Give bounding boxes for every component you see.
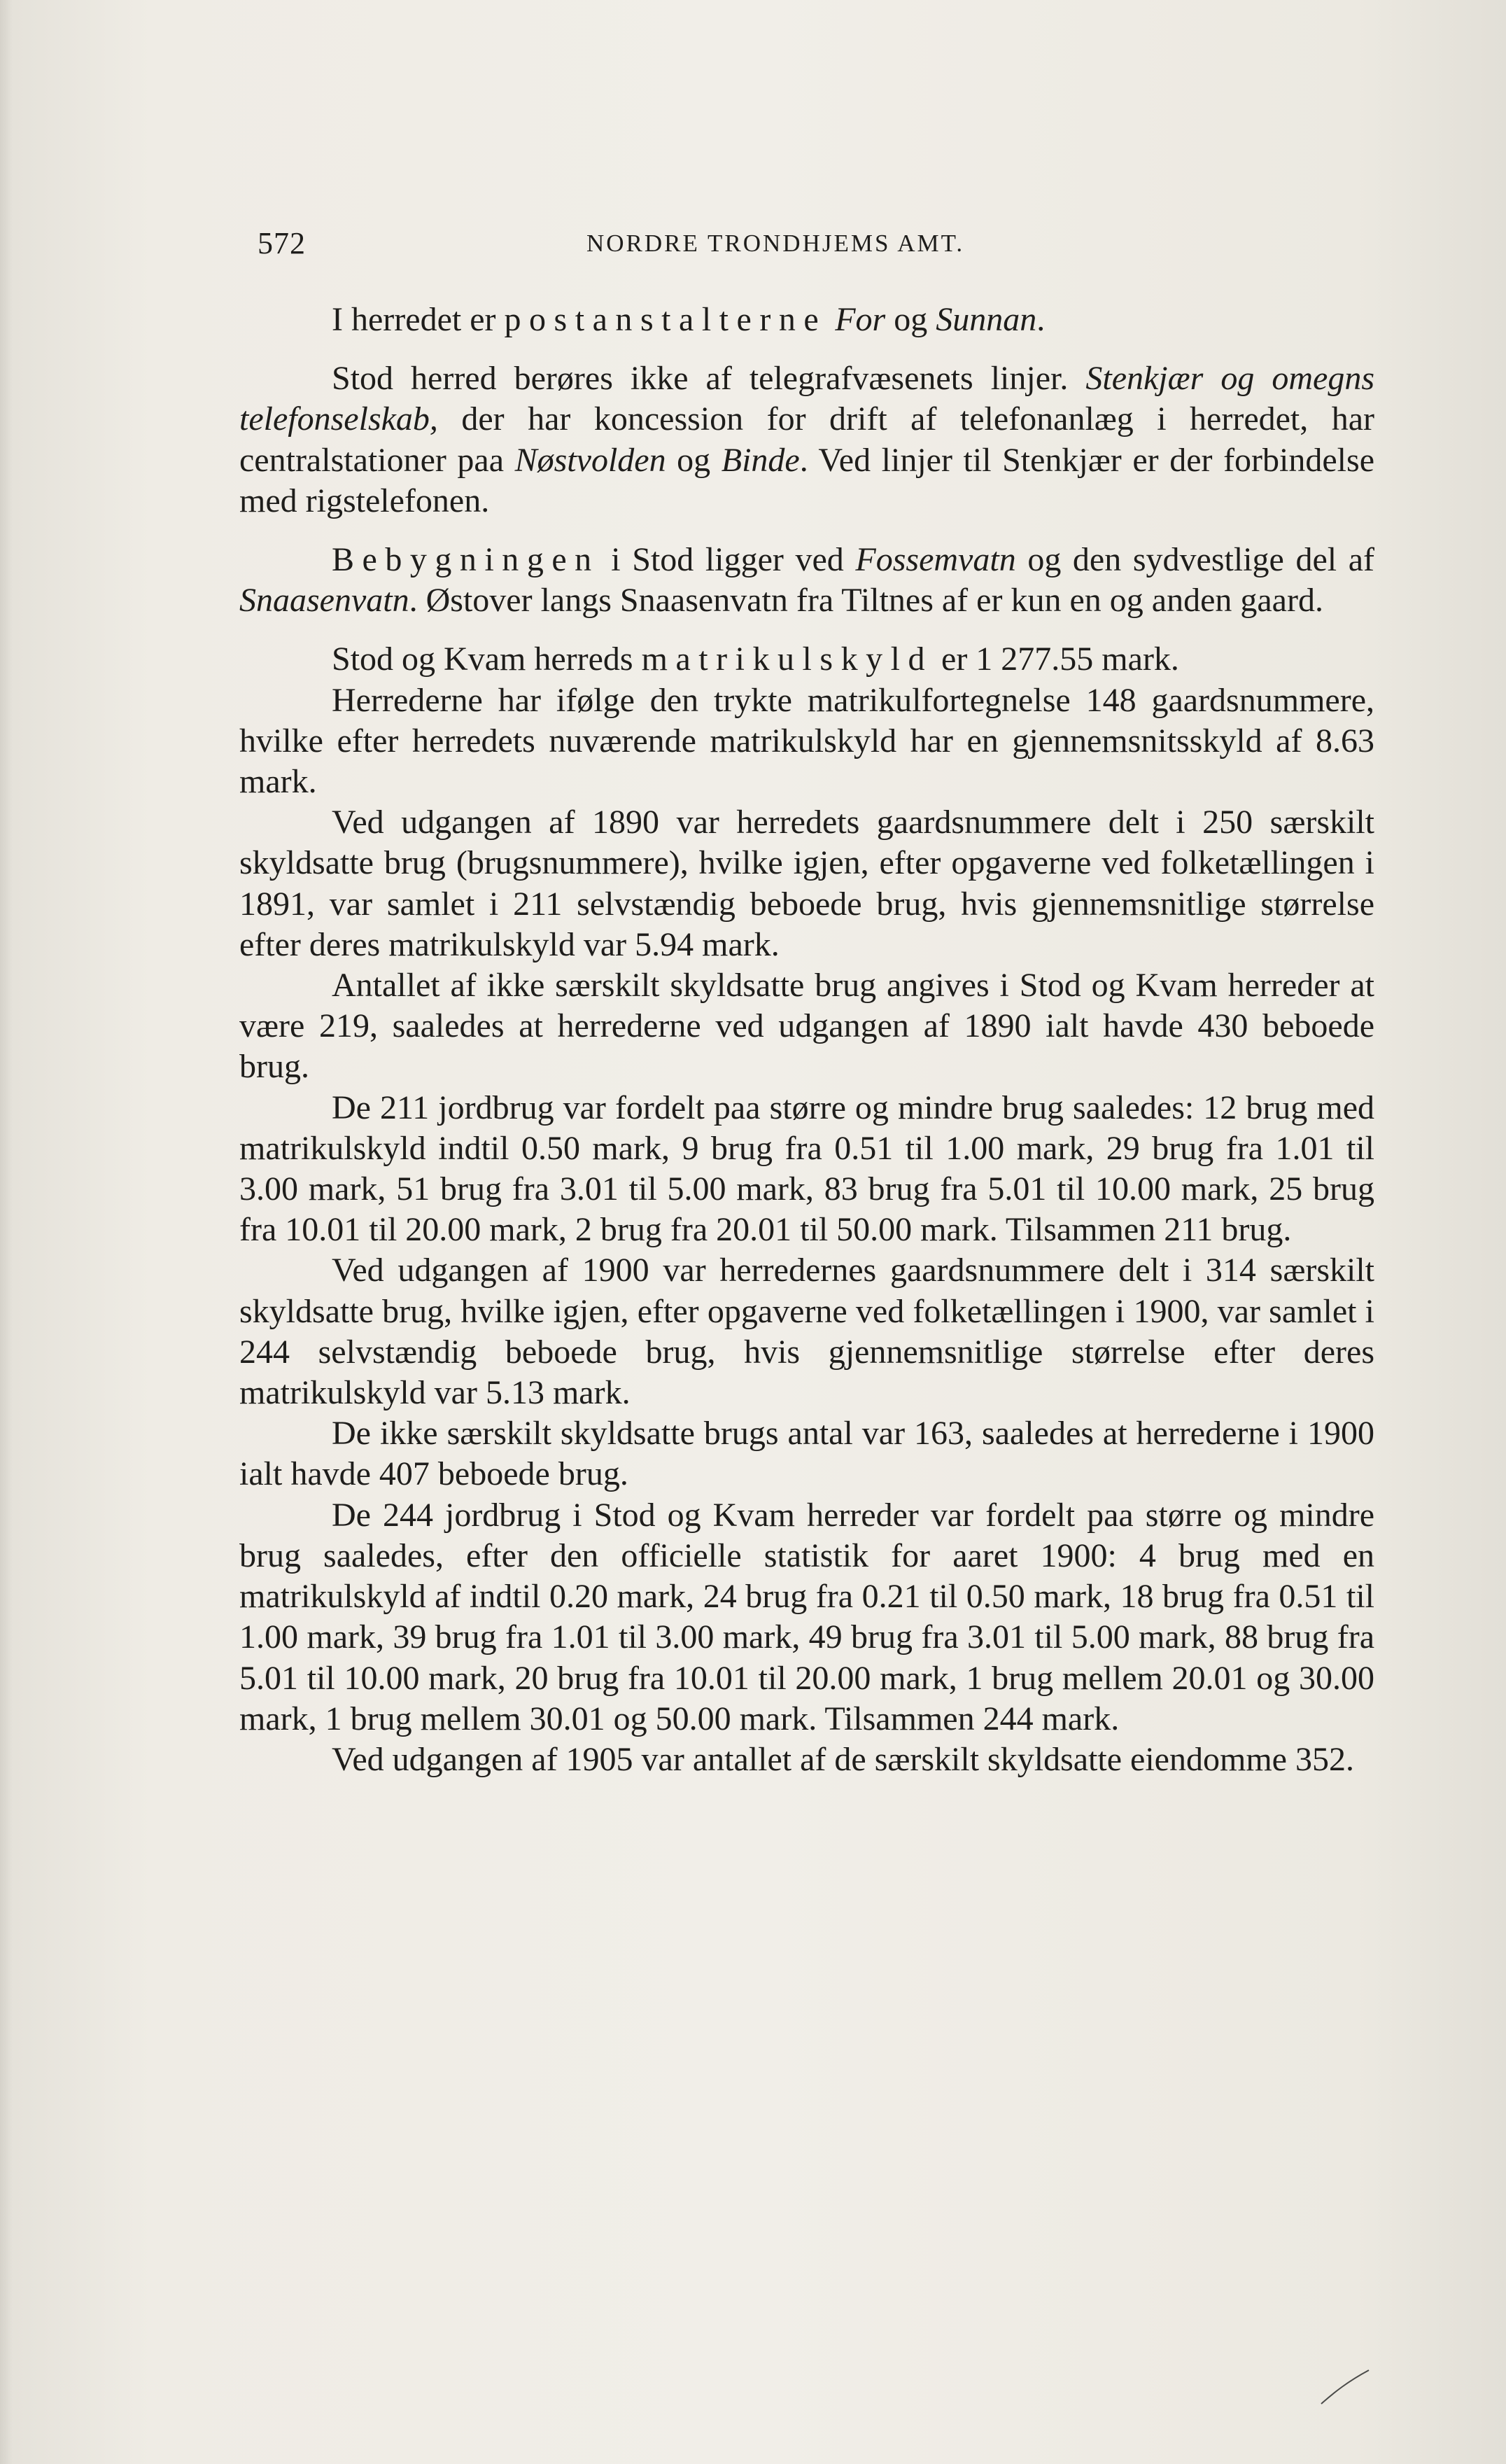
- body-text: [239, 300, 1374, 1780]
- company-name: Stenkjær og omegns telefonselskab,: [239, 360, 1374, 438]
- place-name: Nøstvolden: [514, 441, 666, 479]
- place-name: Binde: [721, 441, 800, 479]
- page-edge-shadow: [0, 0, 13, 2464]
- spaced-term: postanstalterne: [504, 301, 827, 338]
- paragraph-settlement: Bebygningen i Stod ligger ved Fossemvatn og den sydvestlige del af Snaasenvatn. Østover langs Snaasenvatn fra Tiltnes af er kun en og anden gaard.: [239, 541, 1374, 620]
- paragraph-1890-division: Ved udgangen af 1890 var herredets gaardsnummere delt i 250 særskilt skyldsatte brug (brugsnummere), hvilke igjen, efter opgaverne ved folketællingen i 1891, var samlet i 211 selvstændig beboede brug, hvis gjennemsnitlige størrelse efter deres matrikulskyld var 5.94 mark.: [239, 804, 1374, 963]
- paragraph-1890-distribution: De 211 jordbrug var fordelt paa større og mindre brug saaledes: 12 brug med matrikulskyld indtil 0.50 mark, 9 brug fra 0.51 til 1.00 mark, 29 brug fra 1.01 til 3.00 mark, 51 brug fra 3.01 til 5.00 mark, 83 brug fra 5.01 til 10.00 mark, 25 brug fra 10.01 til 20.00 mark, 2 brug fra 20.01 til 50.00 mark. Tilsammen 211 brug.: [239, 1088, 1374, 1249]
- paragraph-1890-unassessed: Antallet af ikke særskilt skyldsatte brug angives i Stod og Kvam herreder at være 219, saaledes at herrederne ved udgangen af 1890 ialt havde 430 beboede brug.: [239, 967, 1374, 1086]
- paragraph-land-tax: Stod og Kvam herreds matrikulskyld er 1 277.55 mark.: [332, 640, 1179, 678]
- page-number: 572: [258, 226, 306, 260]
- running-title: NORDRE TRONDHJEMS AMT.: [586, 230, 965, 257]
- paragraph-1905-properties: Ved udgangen af 1905 var antallet af de særskilt skyldsatte eiendomme 352.: [332, 1740, 1354, 1778]
- place-name: For: [835, 301, 886, 338]
- place-name: Sunnan: [936, 301, 1037, 338]
- paragraph-1900-division: Ved udgangen af 1900 var herredernes gaardsnummere delt i 314 særskilt skyldsatte brug, hvilke igjen, efter opgaverne ved folketællingen i 1900, var samlet i 244 selvstændig beboede brug, hvis gjennemsnitlige størrelse efter deres matrikulskyld var 5.13 mark.: [239, 1252, 1374, 1412]
- paragraph-farm-numbers: Herrederne har ifølge den trykte matrikulfortegnelse 148 gaardsnummere, hvilke efter herredets nuværende matrikulskyld har en gjennemsnitsskyld af 8.63 mark.: [239, 681, 1374, 801]
- paragraph-1900-unassessed: De ikke særskilt skyldsatte brugs antal var 163, saaledes at herrederne i 1900 ialt havde 407 beboede brug.: [239, 1415, 1374, 1493]
- page-header: [258, 225, 1398, 267]
- paragraph-post-offices: I herredet er postanstalterne For og Sunnan.: [332, 301, 1046, 338]
- place-name: Snaasenvatn: [239, 582, 409, 620]
- paragraph-telegraph: Stod herred berøres ikke af telegrafvæsenets linjer. Stenkjær og omegns telefonselskab, der har koncession for drift af telefonanlæg i herredet, har centralstationer paa Nøstvolden og Binde. Ved linjer til Stenkjær er der forbindelse med rigstelefonen.: [239, 360, 1375, 519]
- spaced-term: Bebygningen: [332, 541, 600, 579]
- spaced-term: matrikulskyld: [641, 640, 934, 678]
- place-name: Fossemvatn: [855, 541, 1016, 579]
- pencil-mark-icon: [1317, 2366, 1373, 2408]
- paragraph-1900-distribution: De 244 jordbrug i Stod og Kvam herreder var fordelt paa større og mindre brug saaledes, efter den officielle statistik for aaret 1900: 4 brug med en matrikulskyld af indtil 0.20 mark, 24 brug fra 0.21 til 0.50 mark, 18 brug fra 0.51 til 1.00 mark, 39 brug fra 1.01 til 3.00 mark, 49 brug fra 3.01 til 5.00 mark, 88 brug fra 5.01 til 10.00 mark, 20 brug fra 10.01 til 20.00 mark, 1 brug mellem 20.01 og 30.00 mark, 1 brug mellem 30.01 og 50.00 mark. Tilsammen 244 mark.: [239, 1496, 1374, 1737]
